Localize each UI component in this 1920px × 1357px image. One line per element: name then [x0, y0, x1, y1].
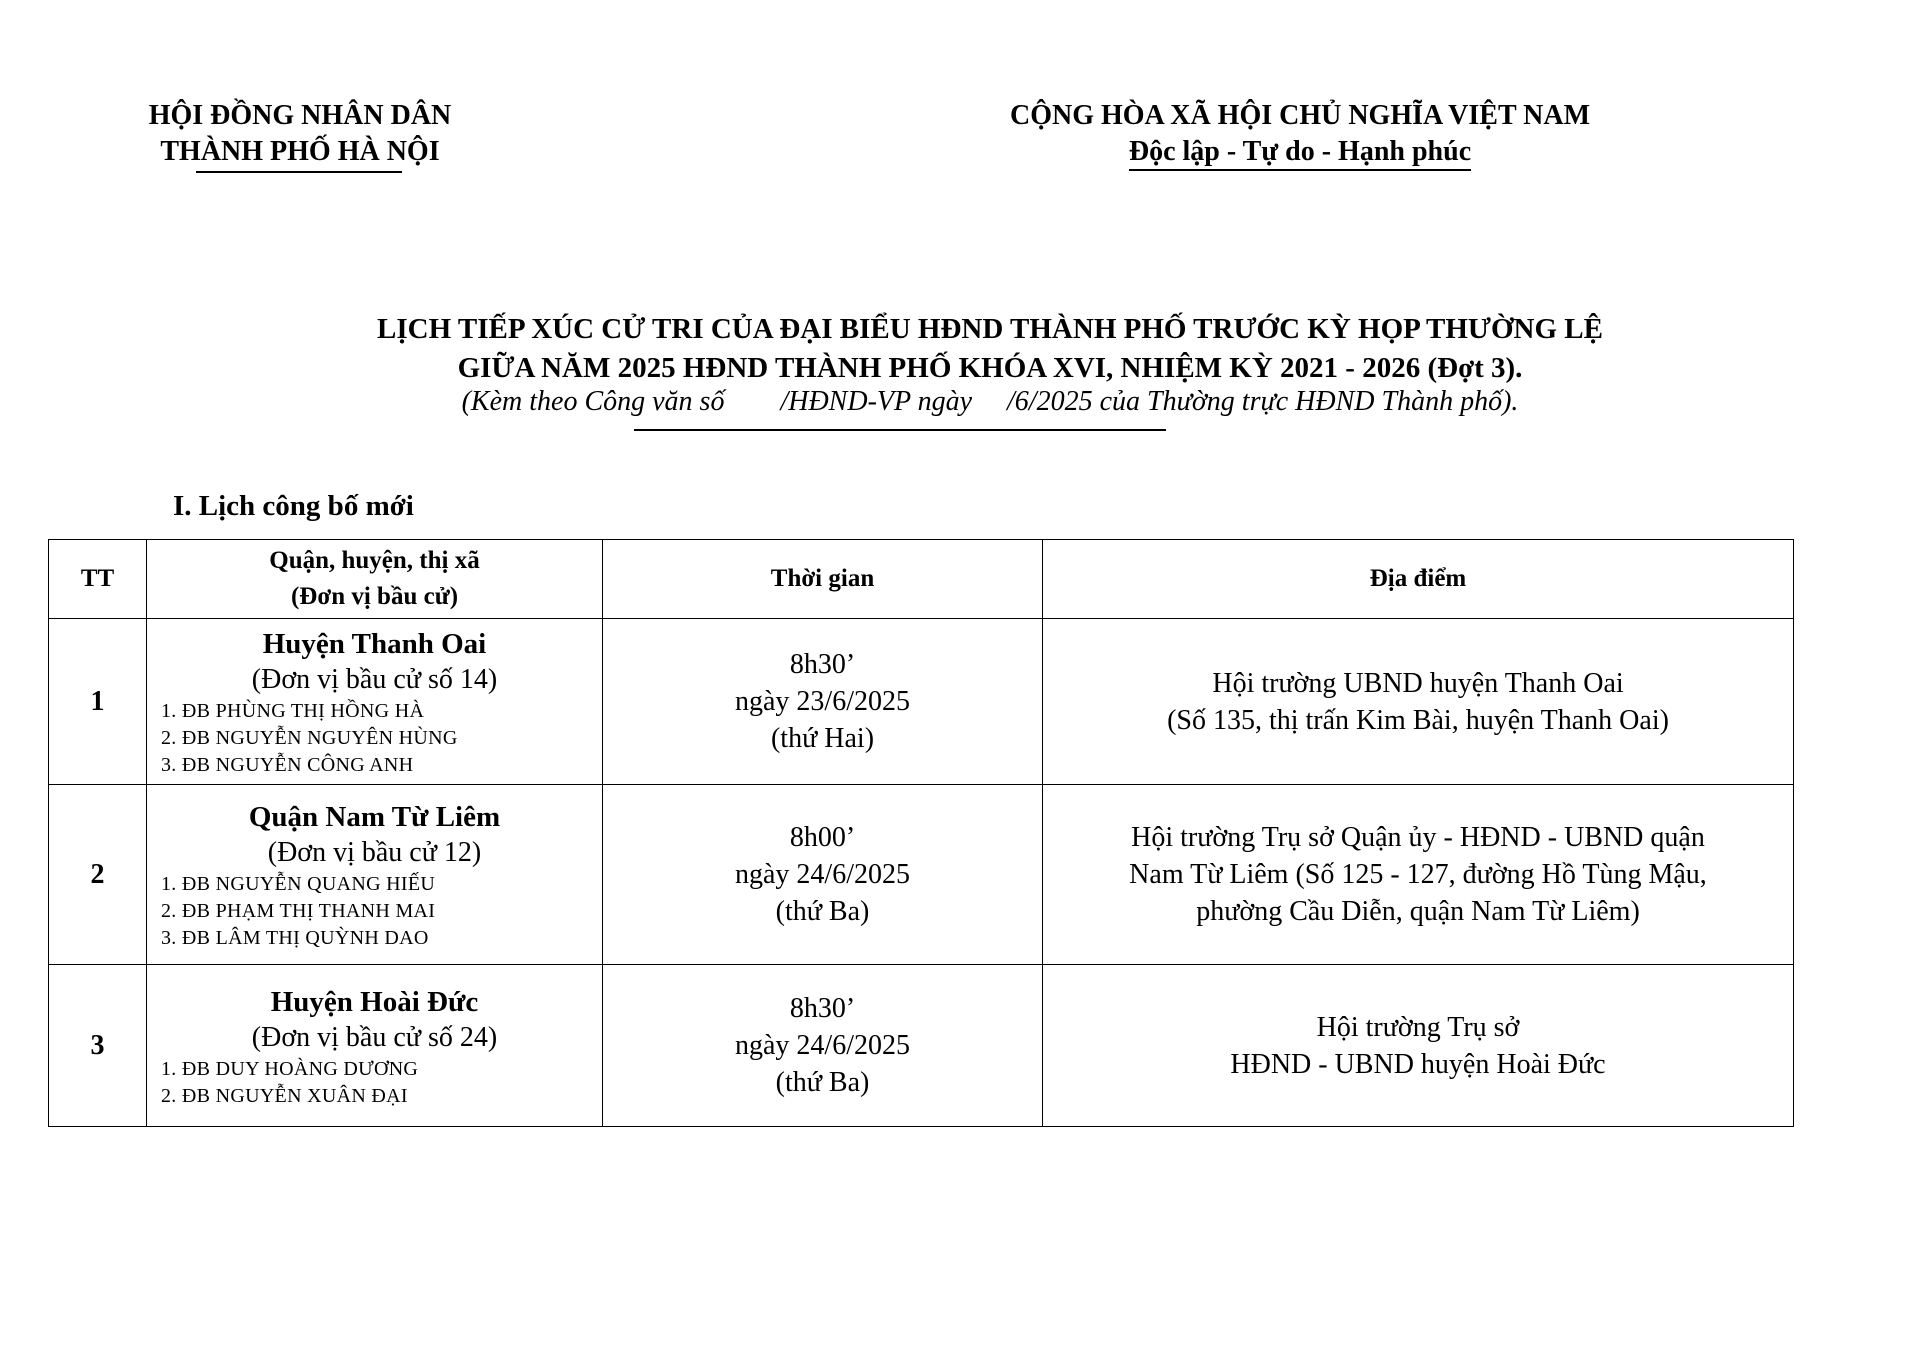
delegate-item: 3. ĐB NGUYỄN CÔNG ANH: [161, 754, 414, 776]
national-motto: Độc lập - Tự do - Hạnh phúc: [1129, 135, 1471, 171]
place-line: (Số 135, thị trấn Kim Bài, huyện Thanh Oai): [1167, 704, 1669, 736]
header-unit: [147, 540, 603, 619]
table-row: [49, 619, 1794, 785]
table-row: [49, 965, 1794, 1127]
place-cell: [1043, 619, 1794, 785]
national-title: CỘNG HÒA XÃ HỘI CHỦ NGHĨA VIỆT NAM: [1009, 100, 1591, 131]
place-line: phường Cầu Diễn, quận Nam Từ Liêm): [1196, 896, 1640, 927]
time-hour: 8h00’: [789, 822, 856, 853]
row-number: 1: [49, 619, 147, 785]
delegate-item: 1. ĐB PHÙNG THỊ HỒNG HÀ: [161, 700, 425, 722]
delegate-item: 2. ĐB NGUYỄN NGUYÊN HÙNG: [161, 727, 458, 749]
delegate-list: [147, 871, 602, 952]
header-time: Thời gian: [603, 540, 1043, 619]
unit-name: Quận Nam Từ Liêm: [248, 801, 501, 833]
issuer-header: [100, 98, 500, 170]
delegate-item: 1. ĐB NGUYỄN QUANG HIẾU: [161, 873, 436, 895]
table-row: [49, 785, 1794, 965]
delegate-item: 2. ĐB PHẠM THỊ THANH MAI: [161, 900, 436, 922]
time-cell: [603, 785, 1043, 965]
time-hour: 8h30’: [789, 993, 856, 1024]
unit-name: Huyện Thanh Oai: [262, 628, 487, 660]
unit-name: Huyện Hoài Đức: [270, 985, 479, 1018]
header-unit-line-1: Quận, huyện, thị xã: [269, 547, 480, 574]
header-place: Địa điểm: [1043, 540, 1794, 619]
place-line: HĐND - UBND huyện Hoài Đức: [1230, 1048, 1606, 1080]
place-line: Hội trường UBND huyện Thanh Oai: [1212, 667, 1624, 699]
delegate-item: 3. ĐB LÂM THỊ QUỲNH DAO: [161, 927, 429, 949]
header-tt: TT: [49, 540, 147, 619]
delegate-list: [147, 1056, 602, 1110]
subtitle-underline: [634, 429, 1166, 431]
unit-constituency: (Đơn vị bầu cử số 14): [251, 664, 498, 695]
national-header: [940, 98, 1660, 171]
time-cell: [603, 965, 1043, 1127]
unit-cell: [147, 965, 603, 1127]
place-line: Hội trường Trụ sở Quận ủy - HĐND - UBND quận: [1131, 822, 1705, 853]
time-cell: [603, 619, 1043, 785]
issuer-line-1: HỘI ĐỒNG NHÂN DÂN: [148, 100, 452, 131]
unit-cell: [147, 785, 603, 965]
document-title: [240, 310, 1740, 388]
unit-cell: [147, 619, 603, 785]
time-date: ngày 23/6/2025: [735, 686, 910, 717]
delegate-item: 1. ĐB DUY HOÀNG DƯƠNG: [161, 1057, 419, 1080]
place-cell: [1043, 785, 1794, 965]
delegate-item: 2. ĐB NGUYỄN XUÂN ĐẠI: [161, 1084, 408, 1107]
time-weekday: (thứ Hai): [770, 723, 875, 754]
place-line: Nam Từ Liêm (Số 125 - 127, đường Hồ Tùng Mậu,: [1129, 859, 1707, 890]
time-date: ngày 24/6/2025: [735, 1030, 910, 1061]
header-unit-line-2: (Đơn vị bầu cử): [290, 583, 459, 610]
time-weekday: (thứ Ba): [775, 1067, 870, 1098]
place-cell: [1043, 965, 1794, 1127]
title-line-1: LỊCH TIẾP XÚC CỬ TRI CỦA ĐẠI BIỂU HĐND THÀNH PHỐ TRƯỚC KỲ HỌP THƯỜNG LỆ: [377, 313, 1603, 345]
time-weekday: (thứ Ba): [775, 896, 870, 927]
time-date: ngày 24/6/2025: [735, 859, 910, 890]
section-heading: I. Lịch công bố mới: [173, 490, 414, 522]
place-line: Hội trường Trụ sở: [1316, 1011, 1520, 1043]
title-line-2: GIỮA NĂM 2025 HĐND THÀNH PHỐ KHÓA XVI, NHIỆM KỲ 2021 - 2026 (Đợt 3).: [457, 352, 1523, 384]
issuer-underline: [196, 171, 402, 173]
schedule-table: [48, 539, 1794, 1127]
row-number: 3: [49, 965, 147, 1127]
delegate-list: [147, 698, 602, 779]
issuer-line-2: THÀNH PHỐ HÀ NỘI: [160, 136, 440, 167]
time-hour: 8h30’: [789, 649, 856, 680]
table-header-row: [49, 540, 1794, 619]
unit-constituency: (Đơn vị bầu cử số 24): [251, 1021, 498, 1053]
document-subtitle: (Kèm theo Công văn số /HĐND-VP ngày /6/2025 của Thường trực HĐND Thành phố).: [461, 386, 1519, 417]
unit-constituency: (Đơn vị bầu cử 12): [267, 837, 482, 868]
row-number: 2: [49, 785, 147, 965]
